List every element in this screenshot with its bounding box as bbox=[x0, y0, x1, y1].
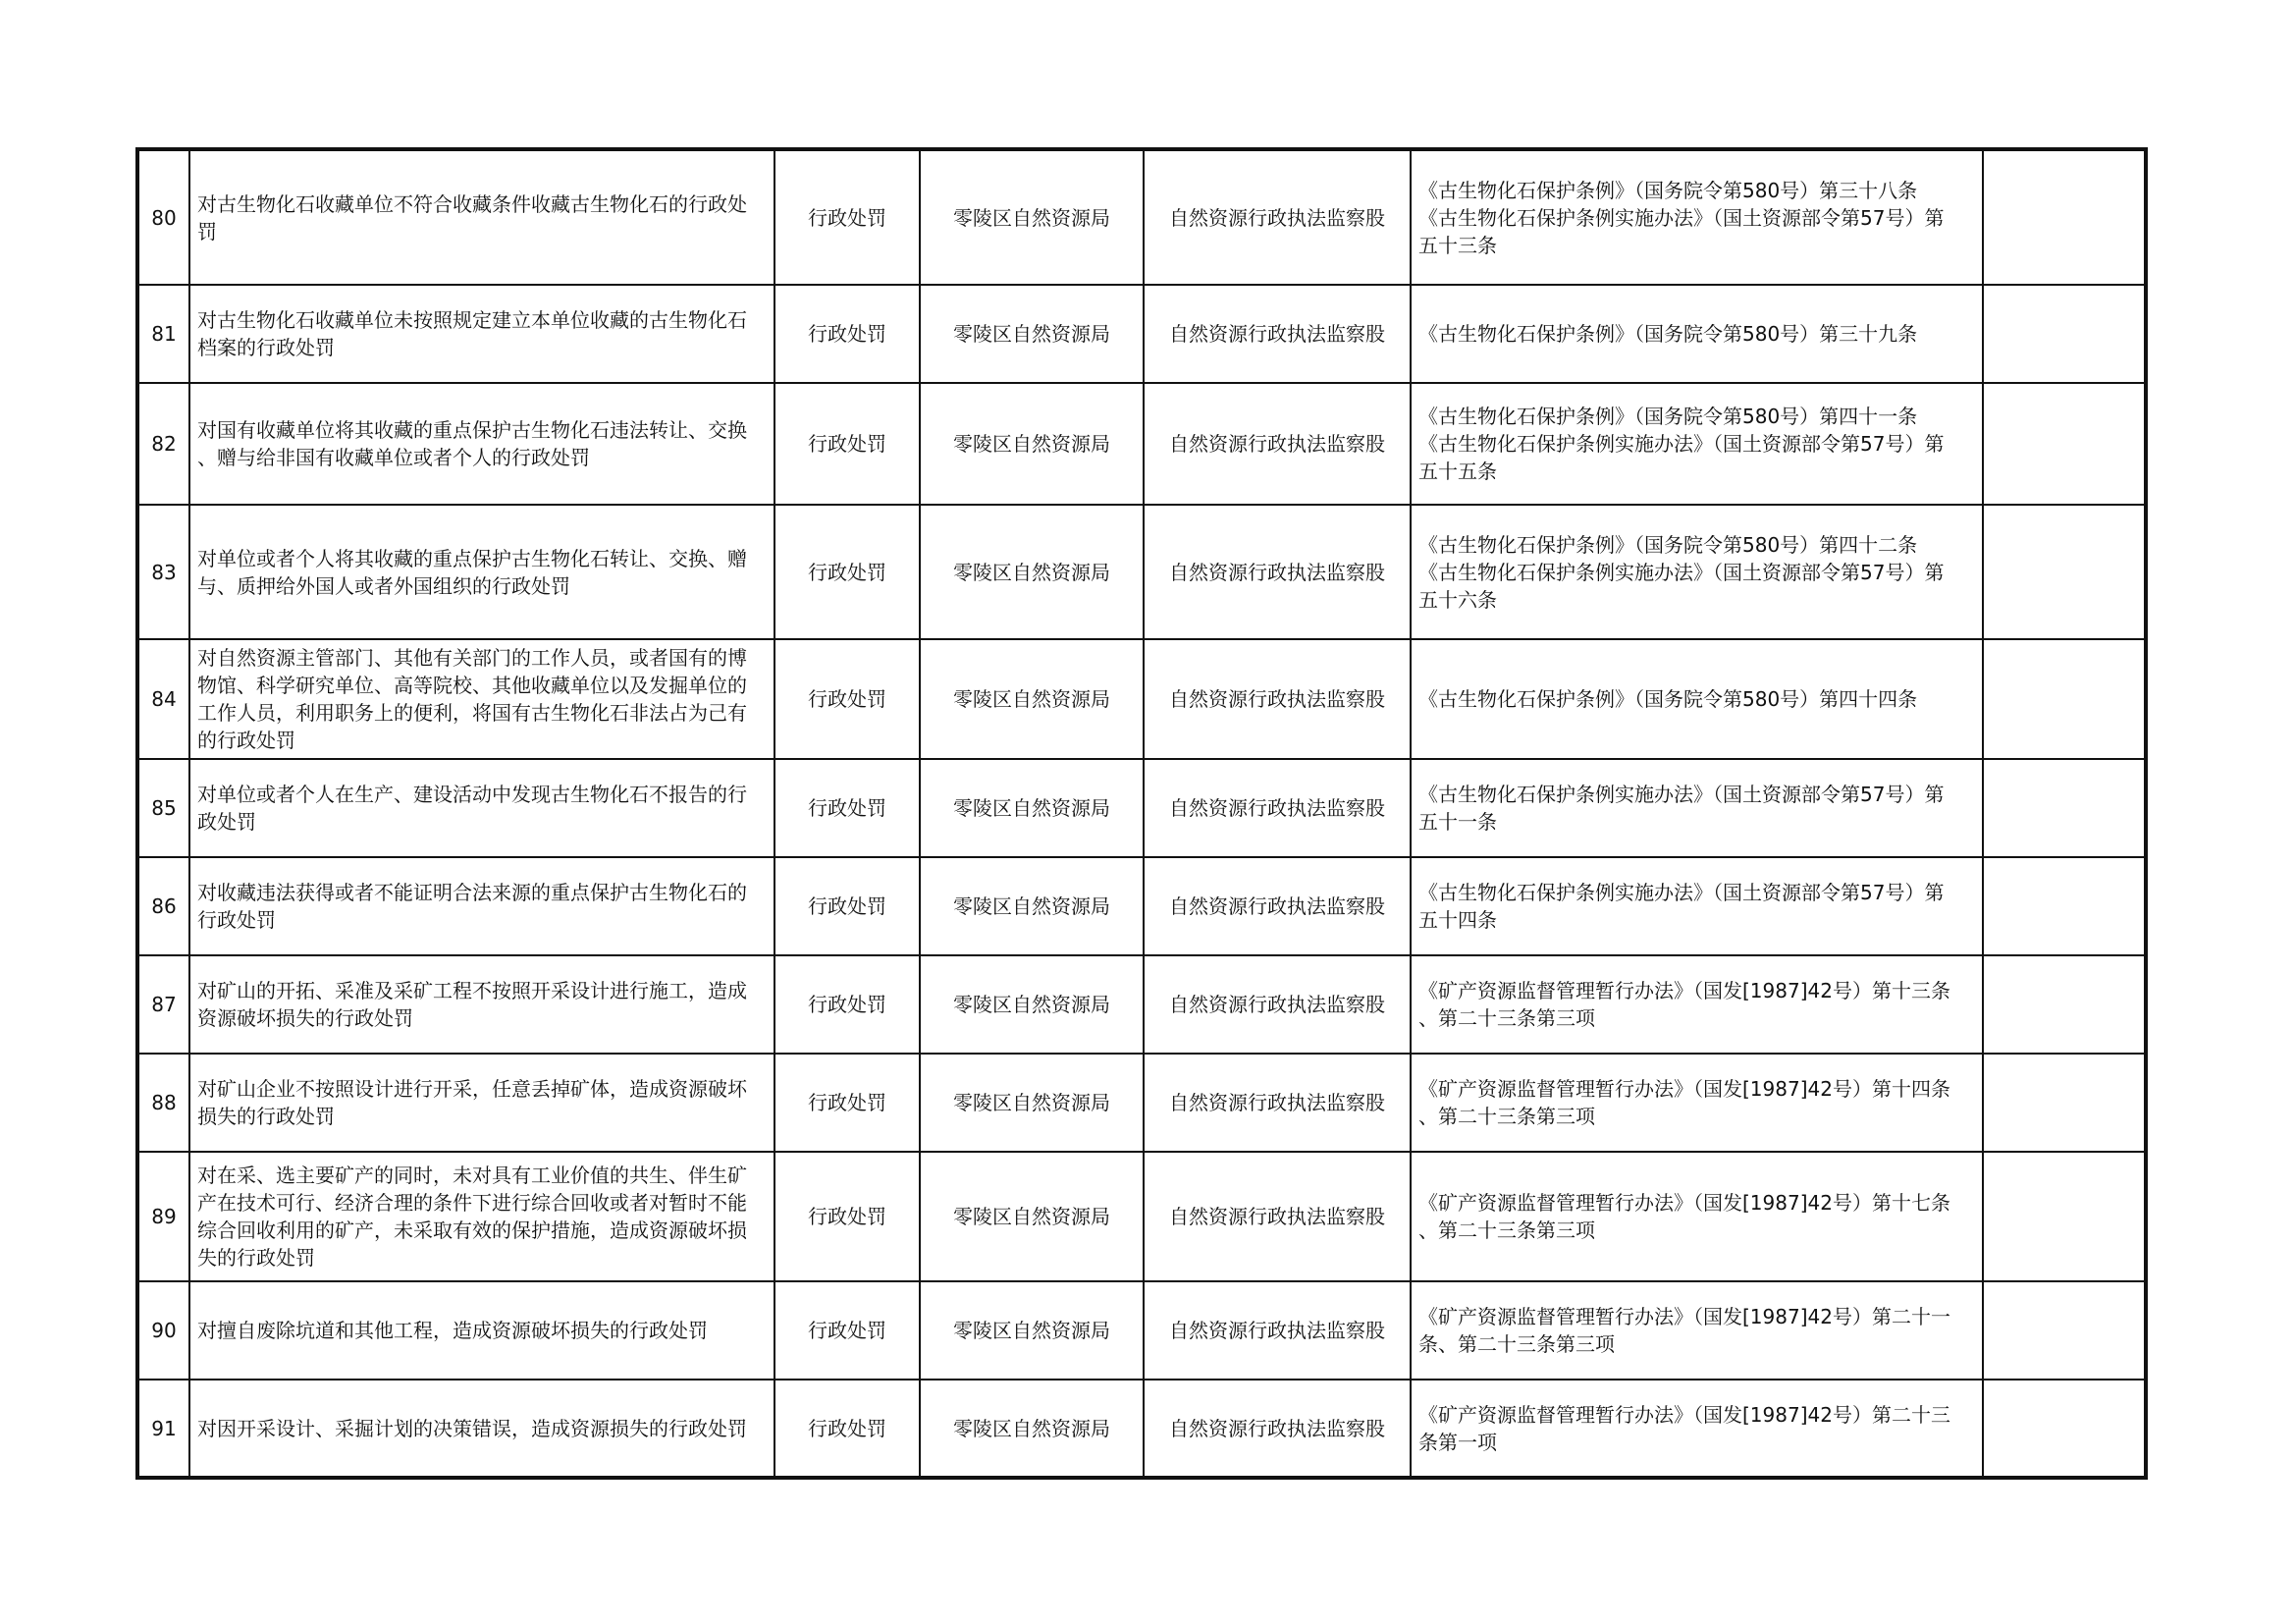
legal-basis-line: 、第二十三条第三项 bbox=[1418, 1105, 1595, 1128]
item-name-line: 对因开采设计、采掘计划的决策错误，造成资源损失的行政处罚 bbox=[197, 1416, 747, 1440]
category-cell: 行政处罚 bbox=[774, 955, 920, 1054]
remark-cell bbox=[1983, 1380, 2146, 1478]
legal-basis-cell bbox=[1411, 1380, 1983, 1478]
legal-basis-line: 条第一项 bbox=[1418, 1430, 1497, 1454]
legal-basis-line: 《古生物化石保护条例实施办法》（国土资源部令第57号）第 bbox=[1418, 205, 1945, 230]
agency-cell: 零陵区自然资源局 bbox=[920, 1152, 1144, 1281]
table-row bbox=[137, 1054, 2146, 1152]
remark-cell bbox=[1983, 1054, 2146, 1152]
agency-cell: 零陵区自然资源局 bbox=[920, 285, 1144, 383]
remark-cell bbox=[1983, 857, 2146, 955]
department-cell: 自然资源行政执法监察股 bbox=[1144, 383, 1411, 505]
legal-basis-line: 《矿产资源监督管理暂行办法》（国发[1987]42号）第二十一 bbox=[1418, 1305, 1950, 1328]
legal-basis-line: 五十四条 bbox=[1418, 908, 1497, 932]
item-name-cell bbox=[189, 285, 774, 383]
item-name-line: 对单位或者个人将其收藏的重点保护古生物化石转让、交换、赠 bbox=[197, 546, 747, 570]
agency-cell: 零陵区自然资源局 bbox=[920, 383, 1144, 505]
item-name-cell bbox=[189, 1054, 774, 1152]
row-number: 88 bbox=[137, 1054, 189, 1152]
item-name-line: 的行政处罚 bbox=[197, 729, 295, 752]
legal-basis-cell bbox=[1411, 1152, 1983, 1281]
remark-cell bbox=[1983, 1152, 2146, 1281]
legal-basis-line: 《古生物化石保护条例实施办法》（国土资源部令第57号）第 bbox=[1418, 560, 1945, 584]
item-name-cell bbox=[189, 149, 774, 285]
legal-basis-line: 五十六条 bbox=[1418, 587, 1497, 612]
item-name-line: 行政处罚 bbox=[197, 908, 276, 932]
remark-cell bbox=[1983, 383, 2146, 505]
legal-basis-line: 《矿产资源监督管理暂行办法》（国发[1987]42号）第十四条 bbox=[1418, 1077, 1950, 1101]
category-cell: 行政处罚 bbox=[774, 285, 920, 383]
legal-basis-line: 五十一条 bbox=[1418, 810, 1497, 834]
item-name-cell bbox=[189, 1380, 774, 1478]
item-name-line: 对单位或者个人在生产、建设活动中发现古生物化石不报告的行 bbox=[197, 783, 747, 806]
remark-cell bbox=[1983, 285, 2146, 383]
table-row bbox=[137, 505, 2146, 639]
legal-basis-cell bbox=[1411, 383, 1983, 505]
item-name-line: 对古生物化石收藏单位不符合收藏条件收藏古生物化石的行政处 bbox=[197, 191, 747, 216]
category-cell: 行政处罚 bbox=[774, 505, 920, 639]
item-name-cell bbox=[189, 955, 774, 1054]
row-number: 83 bbox=[137, 505, 189, 639]
legal-basis-line: 《古生物化石保护条例实施办法》（国土资源部令第57号）第 bbox=[1418, 881, 1945, 904]
legal-basis-cell bbox=[1411, 149, 1983, 285]
row-number: 82 bbox=[137, 383, 189, 505]
item-name-line: 失的行政处罚 bbox=[197, 1246, 315, 1270]
legal-basis-line: 《古生物化石保护条例》（国务院令第580号）第四十一条 bbox=[1418, 405, 1918, 428]
department-cell: 自然资源行政执法监察股 bbox=[1144, 759, 1411, 857]
item-name-line: 政处罚 bbox=[197, 810, 256, 834]
legal-basis-line: 《古生物化石保护条例》（国务院令第580号）第三十八条 bbox=[1418, 178, 1918, 202]
department-cell: 自然资源行政执法监察股 bbox=[1144, 505, 1411, 639]
department-cell: 自然资源行政执法监察股 bbox=[1144, 1152, 1411, 1281]
item-name-line: 工作人员，利用职务上的便利，将国有古生物化石非法占为己有 bbox=[197, 701, 747, 725]
table-row bbox=[137, 383, 2146, 505]
item-name-line: 物馆、科学研究单位、高等院校、其他收藏单位以及发掘单位的 bbox=[197, 674, 747, 697]
remark-cell bbox=[1983, 955, 2146, 1054]
category-cell: 行政处罚 bbox=[774, 383, 920, 505]
item-name-line: 对擅自废除坑道和其他工程，造成资源破坏损失的行政处罚 bbox=[197, 1319, 708, 1342]
legal-basis-line: 、第二十三条第三项 bbox=[1418, 1006, 1595, 1030]
penalty-items-table bbox=[135, 147, 2148, 1480]
legal-basis-line: 五十三条 bbox=[1418, 233, 1497, 257]
table-body bbox=[137, 149, 2146, 1478]
table-row bbox=[137, 1281, 2146, 1380]
legal-basis-line: 五十五条 bbox=[1418, 460, 1497, 483]
legal-basis-cell bbox=[1411, 955, 1983, 1054]
table-row bbox=[137, 149, 2146, 285]
item-name-line: 对国有收藏单位将其收藏的重点保护古生物化石违法转让、交换 bbox=[197, 418, 747, 442]
department-cell: 自然资源行政执法监察股 bbox=[1144, 1281, 1411, 1380]
legal-basis-line: 《古生物化石保护条例》（国务院令第580号）第三十九条 bbox=[1418, 322, 1918, 346]
legal-basis-line: 《古生物化石保护条例实施办法》（国土资源部令第57号）第 bbox=[1418, 432, 1945, 456]
row-number: 84 bbox=[137, 639, 189, 759]
item-name-line: 资源破坏损失的行政处罚 bbox=[197, 1006, 413, 1030]
item-name-cell bbox=[189, 505, 774, 639]
category-cell: 行政处罚 bbox=[774, 1281, 920, 1380]
legal-basis-line: 《古生物化石保护条例实施办法》（国土资源部令第57号）第 bbox=[1418, 783, 1945, 806]
item-name-line: 对矿山企业不按照设计进行开采，任意丢掉矿体，造成资源破坏 bbox=[197, 1077, 747, 1101]
item-name-line: 与、质押给外国人或者外国组织的行政处罚 bbox=[197, 573, 570, 598]
item-name-cell bbox=[189, 1281, 774, 1380]
legal-basis-cell bbox=[1411, 857, 1983, 955]
item-name-cell bbox=[189, 1152, 774, 1281]
item-name-cell bbox=[189, 383, 774, 505]
department-cell: 自然资源行政执法监察股 bbox=[1144, 149, 1411, 285]
legal-basis-line: 《矿产资源监督管理暂行办法》（国发[1987]42号）第二十三 bbox=[1418, 1402, 1950, 1427]
legal-basis-line: 条、第二十三条第三项 bbox=[1418, 1332, 1615, 1356]
agency-cell: 零陵区自然资源局 bbox=[920, 1380, 1144, 1478]
row-number: 80 bbox=[137, 149, 189, 285]
category-cell: 行政处罚 bbox=[774, 759, 920, 857]
row-number: 85 bbox=[137, 759, 189, 857]
remark-cell bbox=[1983, 505, 2146, 639]
table-row bbox=[137, 759, 2146, 857]
table-row bbox=[137, 857, 2146, 955]
category-cell: 行政处罚 bbox=[774, 1152, 920, 1281]
agency-cell: 零陵区自然资源局 bbox=[920, 759, 1144, 857]
item-name-cell bbox=[189, 857, 774, 955]
department-cell: 自然资源行政执法监察股 bbox=[1144, 857, 1411, 955]
legal-basis-line: 《矿产资源监督管理暂行办法》（国发[1987]42号）第十七条 bbox=[1418, 1191, 1950, 1215]
legal-basis-line: 、第二十三条第三项 bbox=[1418, 1218, 1595, 1242]
table-row bbox=[137, 1152, 2146, 1281]
table-row bbox=[137, 955, 2146, 1054]
agency-cell: 零陵区自然资源局 bbox=[920, 955, 1144, 1054]
table-row bbox=[137, 639, 2146, 759]
agency-cell: 零陵区自然资源局 bbox=[920, 857, 1144, 955]
legal-basis-cell bbox=[1411, 285, 1983, 383]
item-name-cell bbox=[189, 639, 774, 759]
item-name-line: 产在技术可行、经济合理的条件下进行综合回收或者对暂时不能 bbox=[197, 1191, 747, 1215]
legal-basis-cell bbox=[1411, 639, 1983, 759]
legal-basis-line: 《矿产资源监督管理暂行办法》（国发[1987]42号）第十三条 bbox=[1418, 979, 1950, 1002]
row-number: 91 bbox=[137, 1380, 189, 1478]
item-name-line: 综合回收利用的矿产，未采取有效的保护措施，造成资源破坏损 bbox=[197, 1218, 747, 1242]
department-cell: 自然资源行政执法监察股 bbox=[1144, 955, 1411, 1054]
legal-basis-cell bbox=[1411, 759, 1983, 857]
item-name-line: 对收藏违法获得或者不能证明合法来源的重点保护古生物化石的 bbox=[197, 881, 747, 904]
category-cell: 行政处罚 bbox=[774, 149, 920, 285]
row-number: 87 bbox=[137, 955, 189, 1054]
remark-cell bbox=[1983, 1281, 2146, 1380]
legal-basis-cell bbox=[1411, 1281, 1983, 1380]
row-number: 81 bbox=[137, 285, 189, 383]
item-name-cell bbox=[189, 759, 774, 857]
item-name-line: 对古生物化石收藏单位未按照规定建立本单位收藏的古生物化石 bbox=[197, 308, 747, 332]
agency-cell: 零陵区自然资源局 bbox=[920, 149, 1144, 285]
item-name-line: 对在采、选主要矿产的同时，未对具有工业价值的共生、伴生矿 bbox=[197, 1164, 747, 1187]
legal-basis-cell bbox=[1411, 505, 1983, 639]
table-row bbox=[137, 285, 2146, 383]
item-name-line: 档案的行政处罚 bbox=[197, 336, 335, 359]
category-cell: 行政处罚 bbox=[774, 1054, 920, 1152]
category-cell: 行政处罚 bbox=[774, 639, 920, 759]
agency-cell: 零陵区自然资源局 bbox=[920, 1054, 1144, 1152]
row-number: 90 bbox=[137, 1281, 189, 1380]
department-cell: 自然资源行政执法监察股 bbox=[1144, 639, 1411, 759]
legal-basis-cell bbox=[1411, 1054, 1983, 1152]
table-row bbox=[137, 1380, 2146, 1478]
legal-basis-line: 《古生物化石保护条例》（国务院令第580号）第四十二条 bbox=[1418, 532, 1918, 557]
row-number: 89 bbox=[137, 1152, 189, 1281]
item-name-line: 对自然资源主管部门、其他有关部门的工作人员，或者国有的博 bbox=[197, 646, 747, 670]
remark-cell bbox=[1983, 759, 2146, 857]
remark-cell bbox=[1983, 149, 2146, 285]
row-number: 86 bbox=[137, 857, 189, 955]
agency-cell: 零陵区自然资源局 bbox=[920, 639, 1144, 759]
legal-basis-line: 《古生物化石保护条例》（国务院令第580号）第四十四条 bbox=[1418, 687, 1918, 711]
department-cell: 自然资源行政执法监察股 bbox=[1144, 1380, 1411, 1478]
category-cell: 行政处罚 bbox=[774, 857, 920, 955]
item-name-line: 对矿山的开拓、采准及采矿工程不按照开采设计进行施工，造成 bbox=[197, 979, 747, 1002]
category-cell: 行政处罚 bbox=[774, 1380, 920, 1478]
agency-cell: 零陵区自然资源局 bbox=[920, 1281, 1144, 1380]
department-cell: 自然资源行政执法监察股 bbox=[1144, 1054, 1411, 1152]
item-name-line: 、赠与给非国有收藏单位或者个人的行政处罚 bbox=[197, 446, 590, 469]
item-name-line: 罚 bbox=[197, 219, 217, 244]
item-name-line: 损失的行政处罚 bbox=[197, 1105, 335, 1128]
remark-cell bbox=[1983, 639, 2146, 759]
agency-cell: 零陵区自然资源局 bbox=[920, 505, 1144, 639]
department-cell: 自然资源行政执法监察股 bbox=[1144, 285, 1411, 383]
